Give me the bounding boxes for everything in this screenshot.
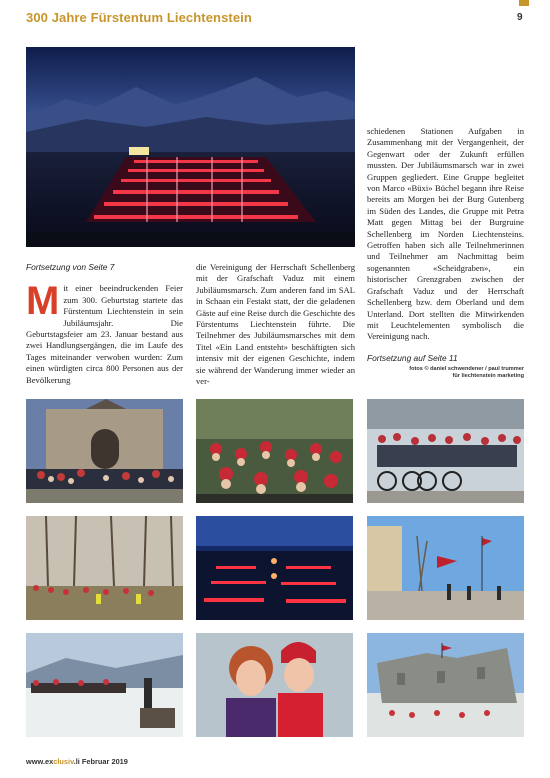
- drop-cap: M: [26, 279, 60, 324]
- article-column-2: [196, 262, 355, 387]
- photo-red-light-grid: [196, 516, 353, 620]
- corner-marker: [519, 0, 529, 6]
- photo-flags-ceremony: [367, 516, 524, 620]
- continued-from-note: Fortsetzung von Seite 7: [26, 262, 115, 272]
- hero-photo-light-installation: [26, 47, 355, 247]
- article-text-col3: schiedenen Stationen Aufgaben in Zusammenhang mit der Vergangenheit, der Gegenwart oder der Zukunft erfüllen mussten. Der Jubiläumsmarsch war in zwei Gruppen gegliedert. Eine Gruppe begleitet von Marco «Büxi» Büchel begann ihre Reise bereits am Morgen bei der Burg Gutenberg im Süden des Landes, die Gruppe mit Petra Matt gegen Mittag bei der Burgruine Schellenberg im Norden Liechtensteins. Getroffen haben sich alle Teilnehmerinnen und Teilnehmer am Nachmittag beim sogenannten «Scheidgraben», ein historischer Grenzgraben zwischen der Grafschaft Vaduz und der Herrschaft Schellenberg bzw. dem Oberland und dem Unterland. Dort stellten die Mitwirkenden mit Leuchtelementen symbolisch die Vereinigung nach.: [367, 126, 524, 342]
- photo-snow-crowd: [26, 633, 183, 737]
- photo-group-bicycles: [367, 399, 524, 503]
- footer-url[interactable]: www.exclusiv.li: [26, 757, 80, 766]
- photo-castle-crowd: [26, 399, 183, 503]
- photo-castle-ruins: [367, 633, 524, 737]
- photo-march-forest: [26, 516, 183, 620]
- article-text-col1: it einer beeindruckenden Feier zum 300. Geburtstag startete das Fürstentum Liechtenstein in sein Jubiläumsjahr. Die Geburtstagsfeier am 23. Januar bestand aus zwei Handlungsergängen, die im Laufe des Tages miteinander verwoben wurden: Zum einen würdigten circa 800 Personen aus der Bevölkerung: [26, 283, 183, 385]
- photo-two-women-portrait: [196, 633, 353, 737]
- photo-crowd-red-hats: [196, 399, 353, 503]
- continued-on-note: Fortsetzung auf Seite 11: [367, 352, 458, 363]
- photo-credits: [367, 366, 524, 380]
- page-number: 9: [517, 12, 523, 23]
- footer-issue: Februar 2019: [81, 757, 128, 766]
- photo-credit-line-2: für liechtenstein marketing: [452, 373, 524, 380]
- article-text-col2: die Vereinigung der Herrschaft Schellenberg mit der Grafschaft Vaduz mit einem Jubiläumsmarsch. Zum anderen fand im SAL in Schaan ein Festakt statt, der die geladenen Gäste auf eine Reise durch die Geschichte des Fürstentums Liechtenstein führte. Die Teilnehmer des Jubiläumsmarsches mit dem Titel «Ein Land entsteht» beschäftigten sich intensiv mit der eigenen Geschichte, indem sie während der Wanderung immer wieder an ver-: [196, 262, 355, 387]
- article-column-1: [26, 262, 183, 386]
- photo-credit-line-1: fotos © daniel schwendener / paul trummer: [409, 366, 524, 372]
- article-column-3: [367, 126, 524, 364]
- running-header-title: 300 Jahre Fürstentum Liechtenstein: [26, 10, 252, 25]
- page-footer: [26, 757, 128, 766]
